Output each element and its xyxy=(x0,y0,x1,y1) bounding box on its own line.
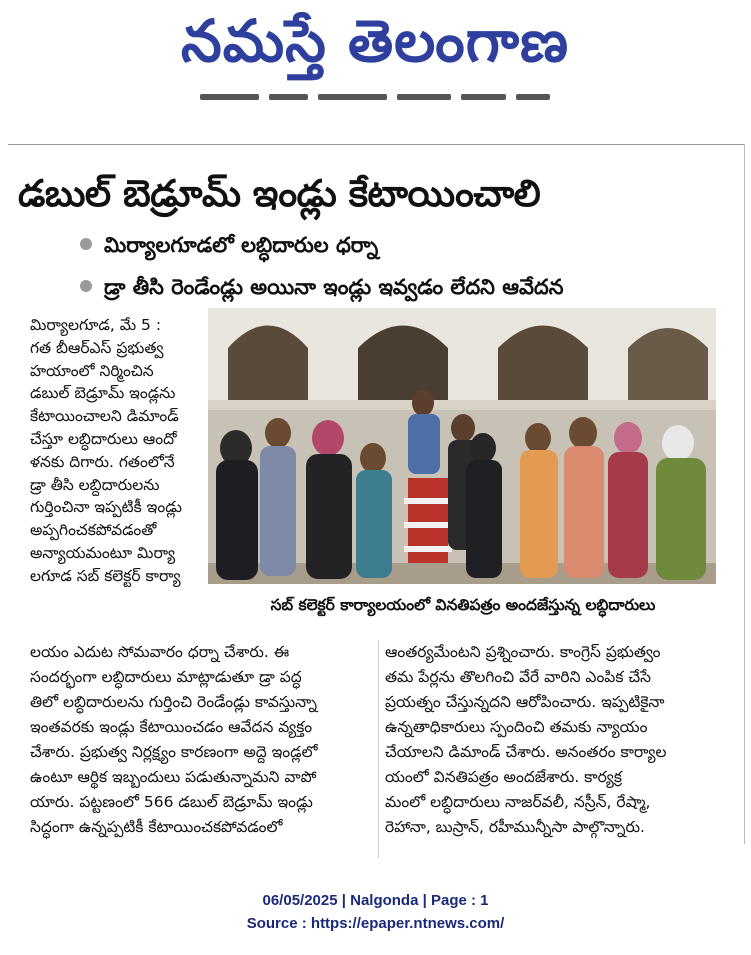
column-divider xyxy=(378,640,379,858)
news-photo xyxy=(208,308,716,584)
article-line: యారు. పట్టణంలో 566 డబుల్ బెడ్రూమ్ ఇండ్లు xyxy=(30,793,313,811)
article-line: అప్పగించకపోవడంతో xyxy=(30,521,157,540)
article-line: చేస్తూ లబ్ధిదారులు ఆందో xyxy=(30,429,177,448)
article-line: ళనకు దిగారు. గతంలోనే xyxy=(30,452,175,471)
article-line: గుర్తించినా ఇప్పటికీ ఇండ్లు xyxy=(30,498,183,517)
article-line: డ్రా తీసి లబ్ధిదారులను xyxy=(30,475,160,494)
article-line: తిలో లబ్ధిదారులను గుర్తించి రెండేండ్లు కావస్తున్నా xyxy=(30,693,317,711)
article-line: అన్యాయమంటూ మిర్యా xyxy=(30,543,176,562)
subhead-2 xyxy=(80,272,563,302)
tagline-strip xyxy=(200,92,550,102)
article-headline: డబుల్ బెడ్రూమ్ ఇండ్లు కేటాయించాలి xyxy=(18,172,541,215)
article-line: గత బీఆర్ఎస్ ప్రభుత్వ xyxy=(30,338,164,357)
edition-info: 06/05/2025 | Nalgonda | Page : 1 xyxy=(262,892,489,909)
article-line: ఆంతర్యమేంటని ప్రశ్నించారు. కాంగ్రెస్ ప్రభుత్వం xyxy=(385,643,661,661)
bottom-right-column xyxy=(385,640,715,840)
article-line: తమ పేర్లను తొలగించి వేరే వారిని ఎంపిక చేసే xyxy=(385,668,652,686)
photo-caption: సబ్ కలెక్టర్ కార్యాలయంలో వినతిపత్రం అందజేస్తున్న లబ్ధిదారులు xyxy=(270,596,656,614)
article-line: సందర్భంగా లబ్ధిదారులు మాట్లాడుతూ డ్రా పద్ధ xyxy=(30,668,302,686)
article-line: సిద్ధంగా ఉన్నప్పటికీ కేటాయించకపోవడంలో xyxy=(30,818,283,836)
bullet-icon xyxy=(80,238,92,250)
newspaper-logo: నమస్తే తెలంగాణ xyxy=(181,7,569,75)
news-photo-illustration xyxy=(208,308,716,584)
article-line: ప్రయత్నం చేస్తున్నదని ఆరోపించారు. ఇప్పటికైనా xyxy=(385,693,665,711)
article-line: యంలో వినతిపత్రం అందజేశారు. కార్యక్ర xyxy=(385,768,622,786)
subhead-text: డ్రా తీసి రెండేండ్లు అయినా ఇండ్లు ఇవ్వడం లేదని ఆవేదన xyxy=(104,275,564,299)
article-line: లయం ఎదుట సోమవారం ధర్నా చేశారు. ఈ xyxy=(30,643,290,661)
article-line: ఉన్నతాధికారులు స్పందించి తమకు న్యాయం xyxy=(385,718,648,736)
bullet-icon xyxy=(80,280,92,292)
subhead-1 xyxy=(80,230,378,260)
subhead-text: మిర్యాలగూడలో లబ్ధిదారుల ధర్నా xyxy=(104,233,379,257)
masthead xyxy=(0,0,751,110)
article-line: చేయాలని డిమాండ్ చేశారు. అనంతరం కార్యాల xyxy=(385,743,667,761)
bottom-left-column xyxy=(30,640,375,840)
article-line: డబుల్ బెడ్రూమ్ ఇండ్లను xyxy=(30,384,176,403)
article-line: ఇంతవరకు ఇండ్లు కేటాయించడం ఆవేదన వ్యక్తం xyxy=(30,718,313,736)
article-line: కేటాయించాలని డిమాండ్ xyxy=(30,407,179,426)
article-line: లగూడ సబ్ కలెక్టర్ కార్యా xyxy=(30,566,181,585)
section-rule-right xyxy=(744,144,745,844)
left-column xyxy=(30,314,200,588)
article-line: చేశారు. ప్రభుత్వ నిర్లక్ష్యం కారణంగా అద్దె ఇండ్లలో xyxy=(30,743,318,761)
article-line: రెహానా, బుస్రాన్, రహీమున్నీసా పాల్గొన్నారు. xyxy=(385,818,645,836)
source-link[interactable]: Source : https://epaper.ntnews.com/ xyxy=(246,915,505,932)
article-line: హయాంలో నిర్మించిన xyxy=(30,361,154,380)
article-line: మంలో లబ్ధిదారులు నాజర్‌వలీ, నస్రీన్, రేష్మా, xyxy=(385,793,651,811)
article-line: మిర్యాలగూడ, మే 5 : xyxy=(30,316,162,334)
section-rule xyxy=(8,144,745,145)
article-line: ఉంటూ ఆర్థిక ఇబ్బందులు పడుతున్నామని వాపో xyxy=(30,768,317,786)
